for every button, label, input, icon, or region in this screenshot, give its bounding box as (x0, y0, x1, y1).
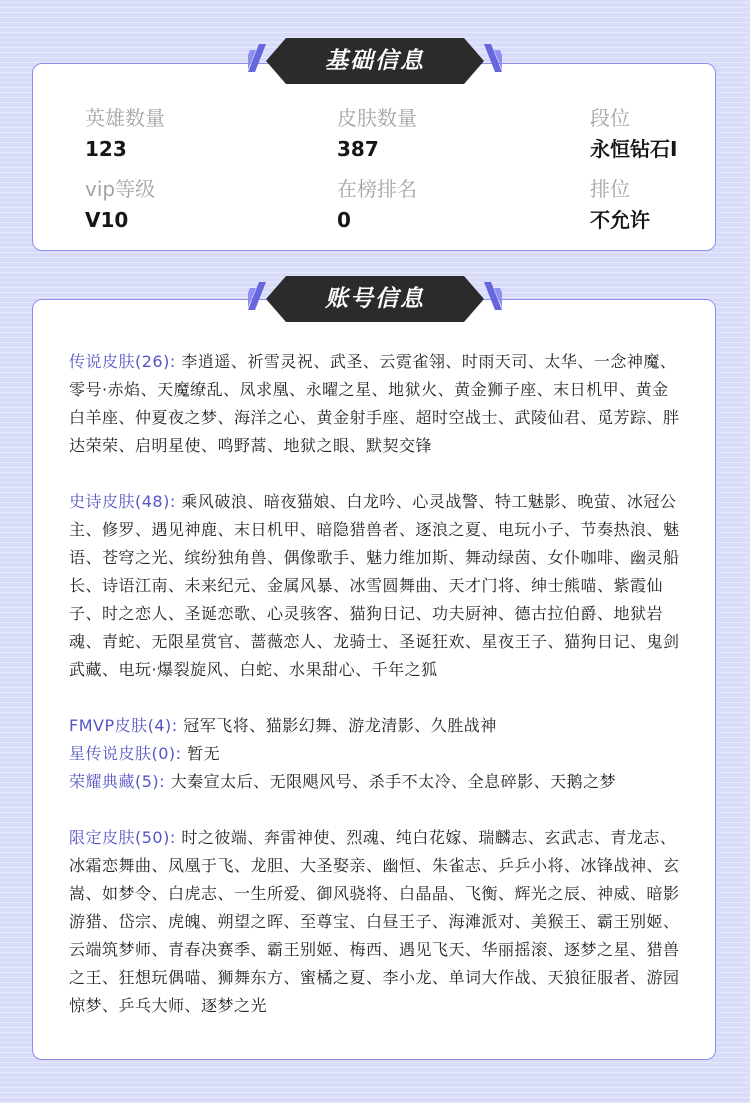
stat-label: 排位 (590, 177, 630, 201)
stat-rank-tier (590, 106, 677, 161)
category-label: 传说皮肤(26): (69, 352, 176, 371)
category-label: 史诗皮肤(48): (69, 492, 176, 511)
stat-label: vip等级 (85, 177, 156, 201)
category-items: 冠军飞将、猫影幻舞、游龙清影、久胜战神 (183, 716, 497, 735)
stat-value: 永恒钻石I (590, 137, 678, 161)
stat-value: 387 (337, 137, 379, 161)
skin-category-epic (69, 488, 681, 684)
stat-skin-count (337, 106, 417, 161)
category-label: FMVP皮肤(4): (69, 716, 178, 735)
stat-vip-level (85, 177, 155, 232)
stat-value: 123 (85, 137, 127, 161)
stat-label: 段位 (590, 106, 630, 130)
category-label: 星传说皮肤(0): (69, 744, 182, 763)
stat-value: V10 (85, 208, 129, 232)
skin-category-glory-collection (69, 768, 681, 796)
skin-category-legendary (69, 348, 681, 460)
section-banner-account (248, 276, 502, 322)
skin-category-limited (69, 824, 681, 1020)
section-title: 账号信息 (325, 286, 425, 312)
stat-label: 英雄数量 (85, 106, 165, 130)
category-label: 限定皮肤(50): (69, 828, 176, 847)
stat-value: 不允许 (590, 208, 650, 232)
stat-label: 在榜排名 (337, 177, 417, 201)
stat-label: 皮肤数量 (337, 106, 417, 130)
account-info-card (32, 299, 716, 1060)
stat-ranked-mode (590, 177, 650, 232)
category-items: 乘风破浪、暗夜猫娘、白龙吟、心灵战警、特工魅影、晚萤、冰冠公主、修罗、遇见神鹿、末日机甲、暗隐猎兽者、逐浪之夏、电玩小子、节奏热浪、魅语、苍穹之光、缤纷独角兽、偶像歌手、魅力维加斯、舞动绿茵、女仆咖啡、幽灵船长、诗语江南、未来纪元、金属风暴、冰雪圆舞曲、天才门将、绅士熊喵、紫霞仙子、时之恋人、圣诞恋歌、心灵骇客、猫狗日记、功夫厨神、德古拉伯爵、地狱岩魂、青蛇、无限星赏官、蔷薇恋人、龙骑士、圣诞狂欢、星夜王子、猫狗日记、鬼剑武藏、电玩·爆裂旋风、白蛇、水果甜心、千年之狐 (69, 492, 680, 679)
stat-leaderboard-rank (337, 177, 417, 232)
category-items: 时之彼端、奔雷神使、烈魂、纯白花嫁、瑞麟志、玄武志、青龙志、冰霜恋舞曲、凤凰于飞、龙胆、大圣娶亲、幽恒、朱雀志、乒乒小将、冰锋战神、玄嵩、如梦令、白虎志、一生所爱、御风骁将、白晶晶、飞衡、辉光之辰、神威、暗影游猎、岱宗、虎魄、朔望之晖、至尊宝、白昼王子、海滩派对、美猴王、霸王别姬、云端筑梦师、青春决赛季、霸王别姬、梅西、遇见飞天、华丽摇滚、逐梦之星、猎兽之王、狂想玩偶喵、狮舞东方、蜜橘之夏、李小龙、单词大作战、天狼征服者、游园惊梦、乒乓大师、逐梦之光 (69, 828, 680, 1015)
skin-category-fmvp (69, 712, 681, 740)
skin-category-star-legend (69, 740, 681, 768)
section-banner-basic (248, 38, 502, 84)
category-items: 大秦宣太后、无限飓风号、杀手不太冷、全息碎影、天鹅之梦 (170, 772, 617, 791)
section-title: 基础信息 (325, 48, 425, 74)
stat-hero-count (85, 106, 165, 161)
category-items: 暂无 (187, 744, 221, 763)
stat-value: 0 (337, 208, 351, 232)
category-label: 荣耀典藏(5): (69, 772, 166, 791)
basic-info-card (32, 63, 716, 251)
category-items: 李逍遥、祈雪灵祝、武圣、云霓雀翎、时雨天司、太华、一念神魔、零号·赤焰、天魔缭乱、凤求凰、永曜之星、地狱火、黄金狮子座、末日机甲、黄金白羊座、仲夏夜之梦、海洋之心、黄金射手座、超时空战士、武陵仙君、觅芳踪、胖达荣荣、启明星使、鸣野蒿、地狱之眼、默契交锋 (69, 352, 680, 455)
